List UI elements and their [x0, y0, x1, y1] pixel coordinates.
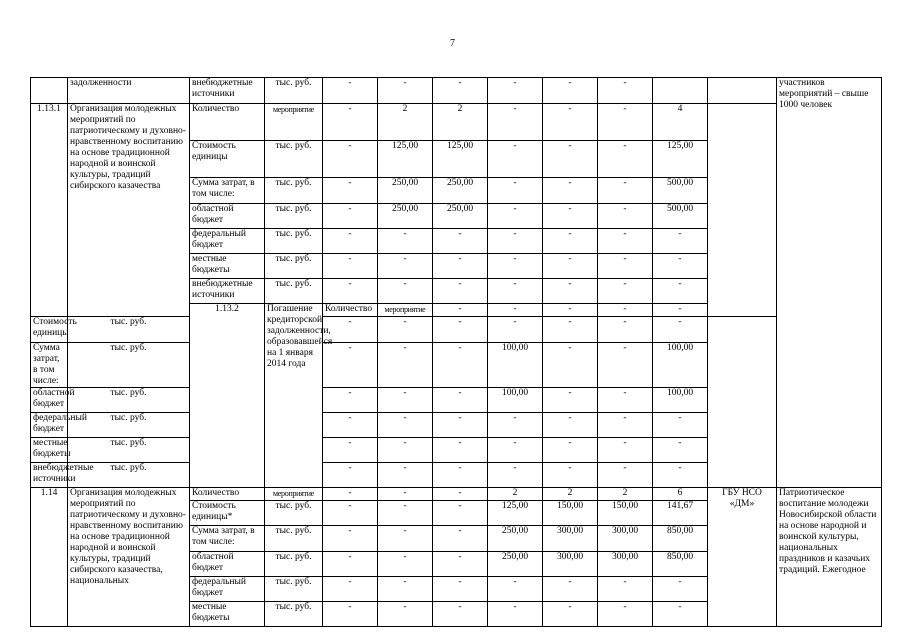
value-cell: - [598, 141, 653, 178]
value-cell: - [488, 279, 543, 304]
value-cell: - [598, 78, 653, 104]
unit-of-measure: тыс. руб. [265, 577, 323, 602]
unit-of-measure: тыс. руб. [265, 78, 323, 104]
unit-of-measure: тыс. руб. [68, 413, 190, 438]
value-cell: 141,67 [653, 501, 708, 526]
value-cell: - [323, 488, 378, 501]
value-cell: - [323, 178, 378, 204]
value-cell: 125,00 [378, 141, 433, 178]
value-cell: - [488, 178, 543, 204]
value-cell: - [653, 254, 708, 279]
executor [708, 78, 777, 104]
value-cell: - [598, 317, 653, 343]
value-cell: - [598, 279, 653, 304]
value-cell: - [378, 229, 433, 254]
funding-source: внебюджетные источники [190, 78, 265, 104]
value-cell: - [378, 413, 433, 438]
activity-name: задолженности [68, 78, 190, 104]
value-cell: - [598, 229, 653, 254]
value-cell: 250,00 [378, 178, 433, 204]
value-cell: - [433, 413, 488, 438]
value-cell: - [323, 317, 378, 343]
value-cell: - [598, 304, 653, 317]
value-cell: - [433, 438, 488, 463]
value-cell: - [378, 577, 433, 602]
value-cell: - [323, 343, 378, 388]
value-cell: - [433, 488, 488, 501]
value-cell: - [488, 438, 543, 463]
expected-result: участников мероприятий – свыше 1000 человек [777, 78, 882, 488]
value-cell: - [323, 463, 378, 488]
unit-of-measure: тыс. руб. [265, 602, 323, 627]
table-row [31, 438, 882, 463]
value-cell: 250,00 [488, 526, 543, 552]
value-cell: - [378, 388, 433, 413]
value-cell: - [598, 463, 653, 488]
value-cell: - [488, 204, 543, 229]
value-cell: - [433, 501, 488, 526]
value-cell: 6 [653, 488, 708, 501]
value-cell: - [653, 317, 708, 343]
program-activities-table [30, 77, 882, 627]
value-cell: - [378, 526, 433, 552]
value-cell: - [433, 577, 488, 602]
value-cell: - [378, 602, 433, 627]
value-cell: - [378, 488, 433, 501]
funding-source: местные бюджеты [31, 438, 68, 463]
value-cell: - [653, 229, 708, 254]
unit-of-measure: тыс. руб. [68, 343, 190, 388]
value-cell: - [488, 413, 543, 438]
value-cell: - [433, 304, 488, 317]
value-cell: 500,00 [653, 204, 708, 229]
unit-of-measure: тыс. руб. [265, 178, 323, 204]
value-cell: - [378, 552, 433, 577]
value-cell: - [543, 78, 598, 104]
unit-of-measure: тыс. руб. [68, 317, 190, 343]
item-number: 1.14 [31, 488, 68, 627]
value-cell: - [433, 552, 488, 577]
value-cell: 250,00 [433, 178, 488, 204]
value-cell: - [488, 141, 543, 178]
value-cell: - [433, 602, 488, 627]
value-cell: - [598, 388, 653, 413]
item-number: 1.13.2 [190, 304, 265, 488]
value-cell: - [488, 463, 543, 488]
funding-source: Сумма затрат, в том числе: [31, 343, 68, 388]
value-cell: - [653, 577, 708, 602]
table-row [31, 104, 882, 141]
unit-of-measure: тыс. руб. [265, 229, 323, 254]
value-cell: - [543, 463, 598, 488]
value-cell: - [543, 343, 598, 388]
value-cell: - [543, 178, 598, 204]
activity-name: Погашение кредиторской задолженности, образовавшейся на 1 января 2014 года [265, 304, 323, 488]
unit-of-measure: тыс. руб. [265, 204, 323, 229]
funding-source: местные бюджеты [190, 254, 265, 279]
value-cell: - [543, 254, 598, 279]
unit-of-measure: тыс. руб. [265, 141, 323, 178]
funding-source: федеральный бюджет [190, 577, 265, 602]
value-cell: - [598, 602, 653, 627]
unit-of-measure: тыс. руб. [68, 463, 190, 488]
funding-source: Сумма затрат, в том числе: [190, 178, 265, 204]
value-cell: - [488, 78, 543, 104]
value-cell: - [598, 178, 653, 204]
value-cell: - [323, 577, 378, 602]
value-cell: 100,00 [488, 343, 543, 388]
value-cell: 500,00 [653, 178, 708, 204]
value-cell: 150,00 [598, 501, 653, 526]
table-row [31, 78, 882, 104]
value-cell: 300,00 [543, 526, 598, 552]
funding-source: областной бюджет [190, 204, 265, 229]
value-cell: - [323, 204, 378, 229]
value-cell: - [543, 104, 598, 141]
value-cell: - [598, 104, 653, 141]
funding-source: внебюджетные источники [190, 279, 265, 304]
value-cell: - [378, 254, 433, 279]
value-cell: - [488, 254, 543, 279]
funding-source: местные бюджеты [190, 602, 265, 627]
value-cell: - [323, 388, 378, 413]
value-cell: 2 [488, 488, 543, 501]
value-cell: - [598, 577, 653, 602]
unit-of-measure: тыс. руб. [265, 279, 323, 304]
value-cell: 250,00 [433, 204, 488, 229]
activity-name: Организация молодежных мероприятий по патриотическому и духовно-нравственному воспитанию на основе традиционной народной и воинской культуры, традиций сибирского казачества, национальных [68, 488, 190, 627]
table-row [31, 488, 882, 501]
funding-source: областной бюджет [190, 552, 265, 577]
funding-source: областной бюджет [31, 388, 68, 413]
value-cell: 2 [543, 488, 598, 501]
value-cell: - [433, 279, 488, 304]
table-row [31, 388, 882, 413]
funding-source: федеральный бюджет [31, 413, 68, 438]
value-cell: - [543, 388, 598, 413]
value-cell: 150,00 [543, 501, 598, 526]
unit-of-measure: мероприятие [265, 104, 323, 141]
value-cell: - [598, 413, 653, 438]
value-cell: - [433, 388, 488, 413]
funding-source: Стоимость единицы [190, 141, 265, 178]
value-cell: - [543, 438, 598, 463]
executor [708, 104, 777, 317]
value-cell: - [378, 343, 433, 388]
value-cell: - [323, 413, 378, 438]
value-cell: - [323, 602, 378, 627]
value-cell: 300,00 [598, 526, 653, 552]
value-cell: - [653, 463, 708, 488]
value-cell: 2 [598, 488, 653, 501]
value-cell: 100,00 [653, 343, 708, 388]
funding-source: Количество [190, 104, 265, 141]
value-cell: - [433, 78, 488, 104]
value-cell: - [543, 577, 598, 602]
value-cell: - [378, 463, 433, 488]
value-cell: 2 [433, 104, 488, 141]
activity-name: Организация молодежных мероприятий по патриотическому и духовно-нравственному воспитанию на основе традиционной народной и воинской культуры, традиций сибирского казачества [68, 104, 190, 317]
value-cell: - [598, 343, 653, 388]
funding-source: Сумма затрат, в том числе: [190, 526, 265, 552]
value-cell: - [488, 577, 543, 602]
value-cell: - [653, 279, 708, 304]
value-cell: 100,00 [488, 388, 543, 413]
value-cell [653, 78, 708, 104]
unit-of-measure: мероприятие [378, 304, 433, 317]
table-row [31, 317, 882, 343]
value-cell: - [543, 413, 598, 438]
table-row [31, 343, 882, 388]
item-number [31, 78, 68, 104]
value-cell: - [378, 438, 433, 463]
value-cell: - [488, 304, 543, 317]
value-cell: - [323, 229, 378, 254]
funding-source: Количество [323, 304, 378, 317]
value-cell: 300,00 [598, 552, 653, 577]
value-cell: - [488, 104, 543, 141]
value-cell: - [433, 343, 488, 388]
value-cell: - [543, 279, 598, 304]
unit-of-measure: тыс. руб. [265, 552, 323, 577]
value-cell: - [653, 413, 708, 438]
value-cell: - [323, 279, 378, 304]
value-cell: - [543, 229, 598, 254]
funding-source: Количество [190, 488, 265, 501]
value-cell: - [378, 279, 433, 304]
value-cell: - [543, 141, 598, 178]
value-cell: - [378, 317, 433, 343]
value-cell: - [323, 501, 378, 526]
value-cell: - [323, 78, 378, 104]
value-cell: - [598, 254, 653, 279]
unit-of-measure: тыс. руб. [265, 526, 323, 552]
value-cell: 850,00 [653, 526, 708, 552]
value-cell: 250,00 [488, 552, 543, 577]
funding-source: Стоимость единицы [31, 317, 68, 343]
funding-source: федеральный бюджет [190, 229, 265, 254]
value-cell: - [323, 526, 378, 552]
value-cell: 125,00 [488, 501, 543, 526]
value-cell: - [433, 317, 488, 343]
value-cell: - [323, 104, 378, 141]
value-cell: - [433, 254, 488, 279]
value-cell: - [653, 438, 708, 463]
value-cell: - [653, 602, 708, 627]
table-row [31, 463, 882, 488]
value-cell: - [378, 78, 433, 104]
unit-of-measure: тыс. руб. [265, 501, 323, 526]
value-cell: 300,00 [543, 552, 598, 577]
value-cell: 250,00 [378, 204, 433, 229]
value-cell: 4 [653, 104, 708, 141]
unit-of-measure: тыс. руб. [265, 254, 323, 279]
value-cell: - [598, 438, 653, 463]
value-cell: - [543, 204, 598, 229]
page-number: 7 [450, 38, 455, 49]
value-cell: - [488, 229, 543, 254]
value-cell: 100,00 [653, 388, 708, 413]
value-cell: - [543, 602, 598, 627]
unit-of-measure: мероприятие [265, 488, 323, 501]
item-number: 1.13.1 [31, 104, 68, 317]
funding-source: внебюджетные источники [31, 463, 68, 488]
value-cell: - [598, 204, 653, 229]
value-cell: - [323, 552, 378, 577]
value-cell: - [543, 317, 598, 343]
executor: ГБУ НСО «ДМ» [708, 488, 777, 627]
value-cell: - [488, 317, 543, 343]
value-cell: 2 [378, 104, 433, 141]
funding-source: Стоимость единицы* [190, 501, 265, 526]
value-cell: - [433, 229, 488, 254]
value-cell: 850,00 [653, 552, 708, 577]
unit-of-measure: тыс. руб. [68, 388, 190, 413]
value-cell: - [488, 602, 543, 627]
table-row [31, 413, 882, 438]
value-cell: 125,00 [653, 141, 708, 178]
value-cell: 125,00 [433, 141, 488, 178]
expected-result: Патриотическое воспитание молодежи Новосибирской области на основе народной и воинской культуры, национальных праздников и казачьих традиций. Ежегодное [777, 488, 882, 627]
value-cell: - [543, 304, 598, 317]
value-cell: - [323, 254, 378, 279]
value-cell: - [323, 141, 378, 178]
value-cell: - [433, 526, 488, 552]
value-cell: - [653, 304, 708, 317]
value-cell: - [323, 438, 378, 463]
value-cell: - [433, 463, 488, 488]
value-cell: - [378, 501, 433, 526]
unit-of-measure: тыс. руб. [68, 438, 190, 463]
